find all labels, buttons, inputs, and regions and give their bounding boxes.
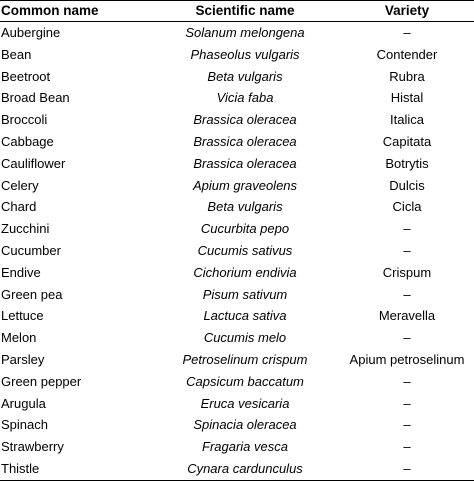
table-row	[0, 436, 474, 458]
header-row	[0, 1, 474, 22]
cell-scientific-name: Apium graveolens	[192, 177, 298, 193]
cell-variety: –	[403, 395, 411, 411]
cell-scientific-name: Lactuca sativa	[203, 308, 287, 324]
table-row	[0, 131, 474, 153]
cell-scientific-name: Fragaria vesca	[202, 439, 288, 455]
cell-common-name: Cucumber	[1, 242, 61, 258]
table-row	[0, 458, 474, 480]
cell-common-name: Chard	[1, 199, 37, 215]
cell-variety: –	[403, 439, 411, 455]
table-row	[0, 240, 474, 262]
cell-scientific-name: Solanum melongena	[185, 25, 305, 40]
cell-scientific-name: Eruca vesicaria	[200, 395, 290, 411]
cell-common-name: Thistle	[0, 458, 150, 480]
table-row	[0, 153, 474, 175]
table-row	[0, 175, 474, 197]
cell-common-name: Cabbage	[1, 133, 54, 149]
cell-common-name: Lettuce	[1, 308, 44, 324]
cell-common-name: Green pea	[1, 286, 63, 302]
table-body	[0, 22, 474, 481]
cell-variety: Meravella	[378, 308, 436, 324]
header-common-name: Common name	[0, 1, 150, 22]
cell-variety: Dulcis	[389, 177, 425, 193]
cell-common-name: Broccoli	[1, 112, 48, 128]
cell-common-name: Celery	[1, 177, 39, 193]
cell-scientific-name: Cynara cardunculus	[150, 458, 340, 480]
cell-common-name: Aubergine	[1, 25, 61, 40]
cell-variety: Apium petroselinum	[349, 351, 465, 367]
cell-variety: Botrytis	[385, 155, 429, 171]
table-row	[0, 66, 474, 88]
cell-scientific-name: Beta vulgaris	[207, 68, 283, 84]
table-row	[0, 44, 474, 66]
cell-common-name: Strawberry	[1, 439, 64, 455]
cell-variety: Capitata	[382, 133, 432, 149]
table-row	[0, 305, 474, 327]
cell-variety: Italica	[390, 112, 424, 128]
table-row	[0, 284, 474, 306]
cell-common-name: Bean	[1, 46, 32, 62]
table-row	[0, 349, 474, 371]
cell-common-name: Beetroot	[1, 68, 51, 84]
cell-scientific-name: Cucumis sativus	[197, 242, 293, 258]
cell-variety: –	[403, 25, 411, 40]
cell-common-name: Arugula	[1, 395, 46, 411]
cell-common-name: Parsley	[1, 351, 45, 367]
cell-scientific-name: Spinacia oleracea	[193, 417, 297, 433]
cell-scientific-name: Cichorium endivia	[193, 264, 297, 280]
cell-common-name: Spinach	[1, 417, 48, 433]
cell-variety: Crispum	[382, 264, 432, 280]
cell-common-name: Broad Bean	[1, 90, 70, 106]
cell-variety: –	[403, 373, 411, 389]
table-row	[0, 393, 474, 415]
table-row	[0, 218, 474, 240]
cell-scientific-name: Beta vulgaris	[207, 199, 283, 215]
table-row	[0, 414, 474, 436]
cell-scientific-name: Cucurbita pepo	[200, 221, 290, 237]
cell-common-name: Cauliflower	[1, 155, 66, 171]
table-header	[0, 1, 474, 22]
table-row	[0, 87, 474, 109]
cell-variety: –	[403, 417, 411, 433]
cell-scientific-name: Cucumis melo	[203, 330, 287, 346]
cell-scientific-name: Brassica oleracea	[193, 155, 297, 171]
cell-variety: –	[340, 458, 474, 480]
cell-variety: –	[403, 330, 411, 346]
cell-common-name: Melon	[1, 330, 37, 346]
cell-variety: –	[403, 221, 411, 237]
header-scientific-name: Scientific name	[150, 1, 340, 22]
table-row	[0, 196, 474, 218]
cell-variety: –	[403, 286, 411, 302]
table-row	[0, 262, 474, 284]
cell-variety: Rubra	[389, 68, 425, 84]
table-row	[0, 371, 474, 393]
cell-scientific-name: Phaseolus vulgaris	[190, 46, 300, 62]
cell-variety: Cicla	[392, 199, 422, 215]
cell-common-name: Green pepper	[1, 373, 82, 389]
cell-common-name: Endive	[1, 264, 41, 280]
cell-scientific-name: Brassica oleracea	[193, 112, 297, 128]
table-row	[0, 22, 474, 44]
cell-scientific-name: Brassica oleracea	[193, 133, 297, 149]
cell-scientific-name: Vicia faba	[216, 90, 274, 106]
cell-common-name: Zucchini	[1, 221, 50, 237]
cell-variety: –	[403, 242, 411, 258]
cell-scientific-name: Petroselinum crispum	[182, 351, 308, 367]
header-variety: Variety	[340, 1, 474, 22]
cell-scientific-name: Capsicum baccatum	[186, 373, 304, 389]
cell-variety: Histal	[390, 90, 424, 106]
table-row	[0, 327, 474, 349]
cell-variety: Contender	[376, 46, 438, 62]
table-row	[0, 109, 474, 131]
cell-scientific-name: Pisum sativum	[202, 286, 288, 302]
